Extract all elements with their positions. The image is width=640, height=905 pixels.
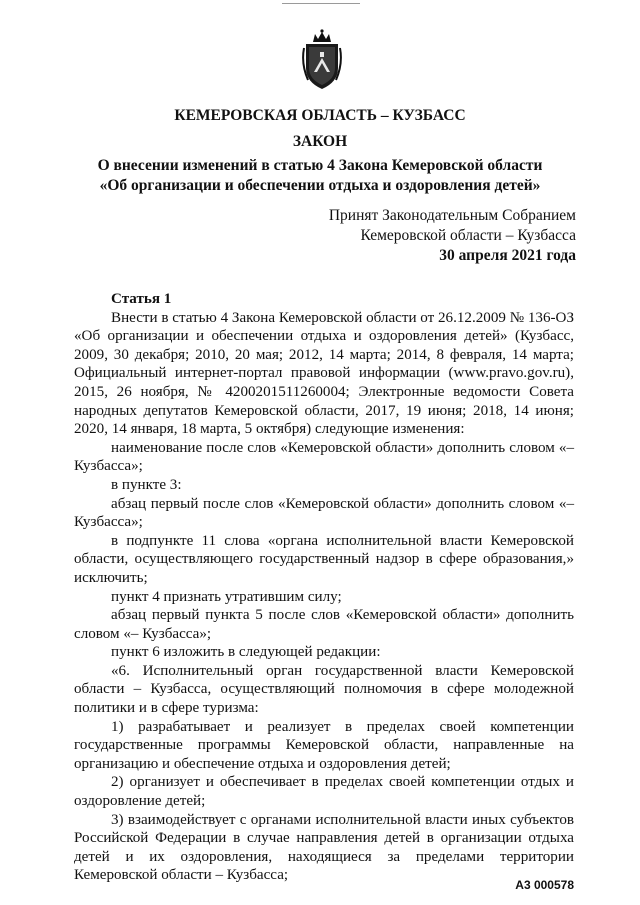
article-paragraph: в пункте 3: <box>111 476 182 493</box>
adoption-block <box>329 206 576 266</box>
adoption-date: 30 апреля 2021 года <box>439 247 576 264</box>
article-paragraph: «6. Исполнительный орган государственной власти Кемеровской области – Кузбасса, осуществляющий полномочия в сфере молодежной политики и в сфере туризма: <box>74 662 574 717</box>
law-title-line-2: «Об организации и обеспечении отдыха и оздоровления детей» <box>99 177 541 194</box>
document-type-heading: ЗАКОН <box>292 133 348 150</box>
article-paragraph: абзац первый пункта 5 после слов «Кемеровской области» дополнить словом «– Кузбасса»; <box>74 607 574 642</box>
article-paragraph: Внести в статью 4 Закона Кемеровской области от 26.12.2009 № 136-ОЗ «Об организации и обеспечении отдыха и оздоровления детей» (Кузбасс, 2009, 30 декабря; 2010, 20 мая; 2012, 14 марта; 2014, 8 февраля, 14 марта; Официальный интернет-портал правовой информации (www.pravo.gov.ru), 2015, 26 ноября, № 4200201511260004; Электронные ведомости Совета народных депутатов Кемеровской области, 2017, 19 июня; 2018, 14 июня; 2020, 14 января, 18 марта, 5 октября) следующие изменения: <box>74 309 575 438</box>
article-paragraph: наименование после слов «Кемеровской области» дополнить словом «– Кузбасса»; <box>74 439 574 475</box>
article-paragraph: 2) организует и обеспечивает в пределах своей компетенции отдых и оздоровление детей; <box>74 774 574 810</box>
coat-of-arms-emblem <box>300 28 344 92</box>
article-paragraph: пункт 6 изложить в следующей редакции: <box>111 644 381 661</box>
article-paragraph: 1) разрабатывает и реализует в пределах своей компетенции государственные программы Кемеровской области, направленные на организацию и обеспечение отдыха и оздоровления детей; <box>74 718 574 772</box>
article-paragraph: в подпункте 11 слова «органа исполнительной власти Кемеровской области, осуществляющего государственный надзор в сфере образования,» исключить; <box>74 532 574 586</box>
article-paragraph: пункт 4 признать утратившим силу; <box>111 588 342 605</box>
article-paragraph: 3) взаимодействует с органами исполнительной власти иных субъектов Российской Федерации в случае направления детей в организации отдыха детей и их оздоровления, находящиеся за пределами территории Кемеровской области – Кузбасса; <box>74 811 574 884</box>
article-paragraph: абзац первый после слов «Кемеровской области» дополнить словом «– Кузбасса»; <box>74 495 574 531</box>
form-serial-code: А3 000578 <box>515 878 574 892</box>
article-title: Статья 1 <box>111 291 172 307</box>
top-rule <box>282 3 360 4</box>
region-heading: КЕМЕРОВСКАЯ ОБЛАСТЬ – КУЗБАСС <box>174 107 466 124</box>
adopted-by-line-2: Кемеровской области – Кузбасса <box>360 227 576 244</box>
law-title-line-1: О внесении изменений в статью 4 Закона Кемеровской области <box>97 157 543 174</box>
law-body <box>74 290 574 885</box>
adopted-by-line-1: Принят Законодательным Собранием <box>328 207 576 224</box>
